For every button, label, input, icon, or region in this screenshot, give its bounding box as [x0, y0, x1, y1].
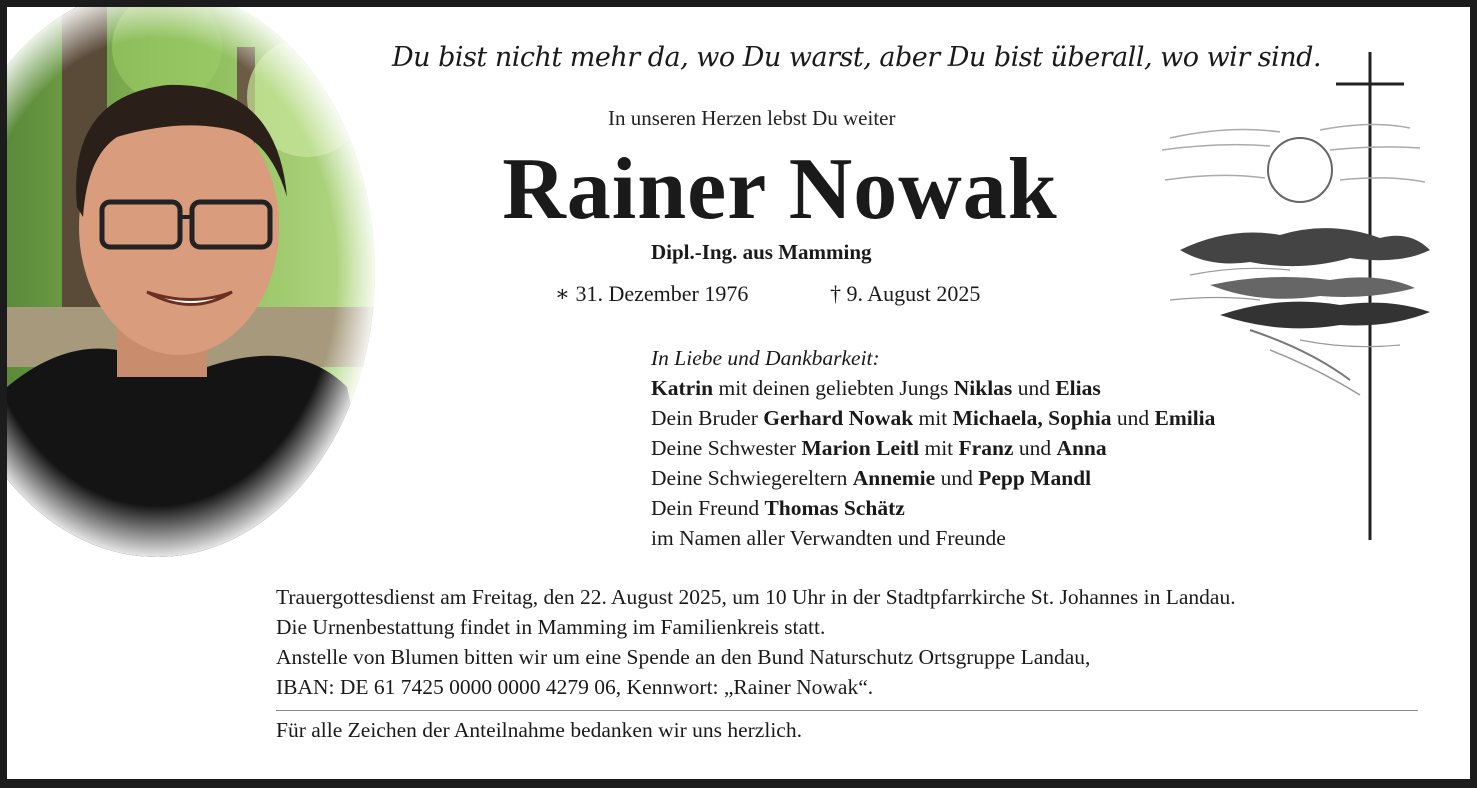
- death-date: † 9. August 2025: [830, 281, 981, 306]
- service-line: Die Urnenbestattung findet in Mamming im Familienkreis statt.: [276, 615, 826, 639]
- mourner-line: Katrin mit deinen geliebten Jungs Niklas und Elias: [651, 376, 1101, 400]
- dedication-line: In unseren Herzen lebst Du weiter: [608, 106, 896, 130]
- service-info: [276, 582, 1236, 702]
- deceased-name: Rainer Nowak: [502, 141, 1058, 238]
- portrait-photo: [7, 7, 387, 567]
- service-line: Trauergottesdienst am Freitag, den 22. August 2025, um 10 Uhr in der Stadtpfarrkirche St. Johannes in Landau.: [276, 585, 1236, 609]
- cross-sunset-drawing: [1150, 50, 1440, 545]
- mourner-line: Dein Freund Thomas Schätz: [651, 496, 905, 520]
- mourner-line: Deine Schwiegereltern Annemie und Pepp Mandl: [651, 466, 1092, 490]
- service-line: Anstelle von Blumen bitten wir um eine Spende an den Bund Naturschutz Ortsgruppe Landau,: [276, 645, 1091, 669]
- motto-quote: Du bist nicht mehr da, wo Du warst, aber Du bist überall, wo wir sind.: [392, 42, 1322, 73]
- deceased-title: Dipl.-Ing. aus Mamming: [651, 240, 872, 264]
- mourners-block: [651, 343, 1215, 553]
- mourner-line: Deine Schwester Marion Leitl mit Franz und Anna: [651, 436, 1107, 460]
- service-line: IBAN: DE 61 7425 0000 0000 4279 06, Kennwort: „Rainer Nowak“.: [276, 675, 874, 699]
- birth-date: ∗ 31. Dezember 1976: [555, 281, 749, 306]
- mourners-closing: im Namen aller Verwandten und Freunde: [651, 526, 1006, 550]
- mourners-intro: In Liebe und Dankbarkeit:: [651, 346, 880, 370]
- divider-line: [276, 710, 1418, 711]
- mourner-line: Dein Bruder Gerhard Nowak mit Michaela, Sophia und Emilia: [651, 406, 1216, 430]
- thanks-line: Für alle Zeichen der Anteilnahme bedanken wir uns herzlich.: [276, 718, 802, 742]
